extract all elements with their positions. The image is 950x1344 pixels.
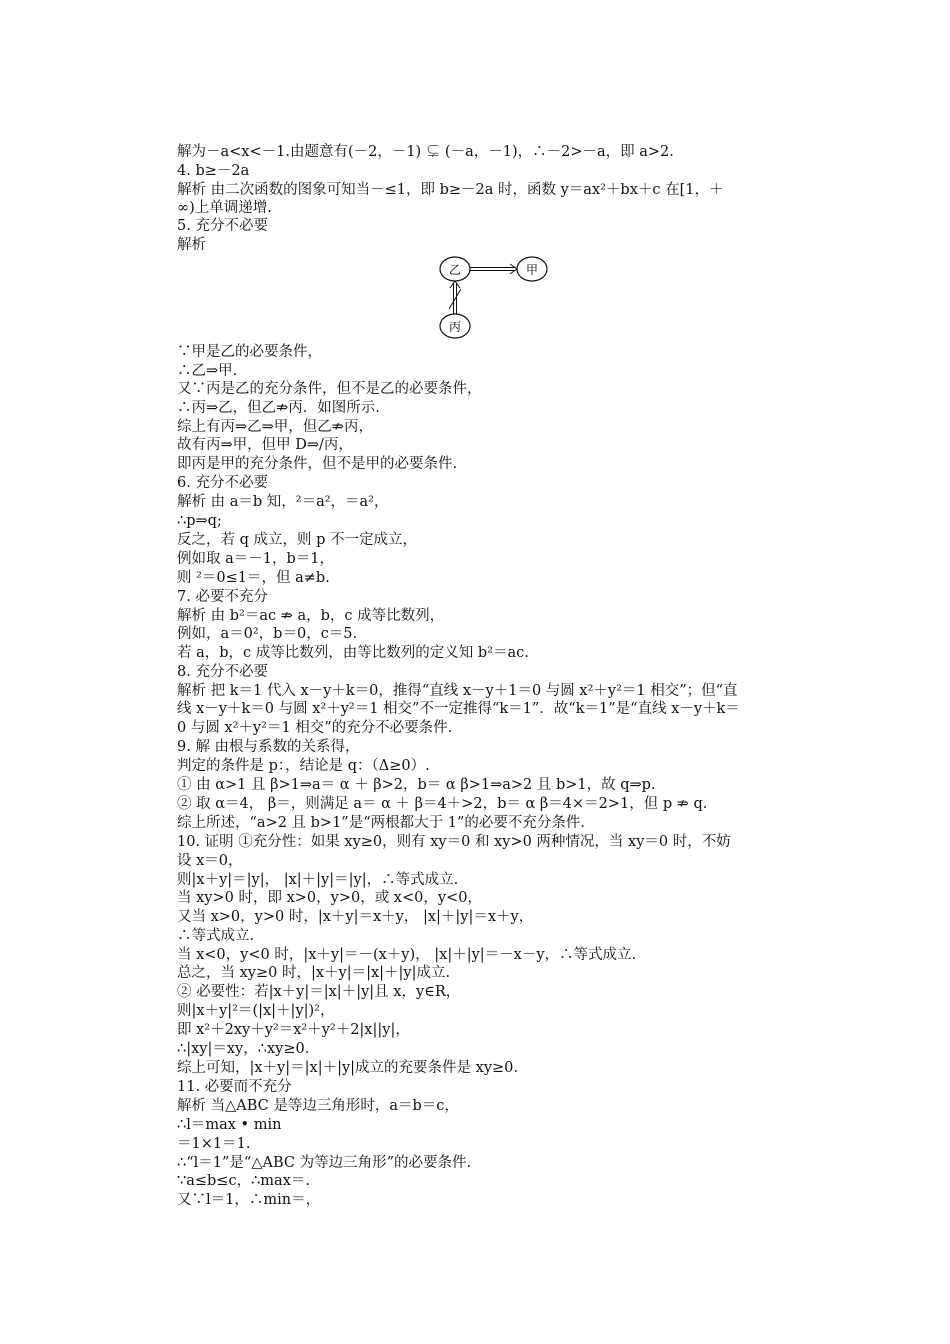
- condition-diagram: [432, 253, 552, 343]
- text-line: 又∵l＝1，∴min＝，: [177, 1192, 321, 1208]
- text-line: 解析: [177, 237, 206, 253]
- node-bing-label: 丙: [448, 320, 462, 334]
- text-line: ∞)上单调递增.: [177, 200, 272, 216]
- text-line: 若 a，b，c 成等比数列，由等比数列的定义知 b²＝ac.: [177, 645, 529, 661]
- text-line: 又∵丙是乙的充分条件，但不是乙的必要条件，: [177, 381, 482, 397]
- text-line: 即丙是甲的充分条件，但不是甲的必要条件.: [177, 456, 458, 472]
- text-line: 即 x²＋2xy＋y²＝x²＋y²＋2|x||y|，: [177, 1022, 410, 1038]
- text-line: 解析 由 b²＝ac ⇏ a，b，c 成等比数列，: [177, 608, 445, 624]
- text-line: 当 x<0，y<0 时，|x＋y|＝－(x＋y)， |x|＋|y|＝－x－y，∴等式成立.: [177, 947, 637, 963]
- text-line: 则|x＋y|²＝(|x|＋|y|)²，: [177, 1003, 335, 1019]
- text-line: 8. 充分不必要: [177, 664, 268, 680]
- arrow-yi-to-jia: [470, 264, 517, 274]
- text-line: 9. 解 由根与系数的关系得，: [177, 739, 360, 755]
- text-line: 故有丙⇒甲，但甲 D⇒/丙，: [177, 437, 353, 453]
- arrow-bing-to-yi: [449, 281, 461, 314]
- text-line: ② 取 α＝4， β＝，则满足 a＝ α ＋ β＝4＋>2，b＝ α β＝4×＝2>1，但 p ⇏ q.: [177, 796, 708, 812]
- text-line: 综上有丙⇒乙⇒甲，但乙⇏丙，: [177, 419, 373, 435]
- text-line: 解析 由 a＝b 知，²＝a²，＝a²，: [177, 494, 389, 510]
- text-line: ∴丙⇒乙，但乙⇏丙．如图所示.: [177, 400, 380, 416]
- node-jia-label: 甲: [525, 263, 539, 277]
- text-line: ∵甲是乙的必要条件，: [177, 344, 322, 360]
- text-line: 解析 当△ABC 是等边三角形时，a＝b＝c，: [177, 1098, 459, 1114]
- text-line: 综上可知，|x＋y|＝|x|＋|y|成立的充要条件是 xy≥0.: [177, 1060, 519, 1076]
- text-line: ∴p⇒q;: [177, 513, 222, 529]
- text-line: 又当 x>0，y>0 时，|x＋y|＝x＋y， |x|＋|y|＝x＋y，: [177, 909, 534, 925]
- text-line: 4. b≥－2a: [177, 163, 250, 179]
- text-line: ① 由 α>1 且 β>1⇒a＝ α ＋ β>2，b＝ α β>1⇒a>2 且 b>1，故 q⇒p.: [177, 777, 656, 793]
- text-line: 设 x＝0，: [177, 853, 243, 869]
- text-line: 例如，a＝0²，b＝0，c＝5.: [177, 626, 358, 642]
- text-line: 综上所述，“a>2 且 b>1”是“两根都大于 1”的必要不充分条件.: [177, 815, 585, 831]
- text-line: 解析 把 k＝1 代入 x－y＋k＝0，推得“直线 x－y＋1＝0 与圆 x²＋y²＝1 相交”；但“直: [177, 683, 738, 699]
- text-line: 例如取 a＝－1，b＝1，: [177, 551, 334, 567]
- text-line: 6. 充分不必要: [177, 475, 268, 491]
- text-line: 总之，当 xy≥0 时，|x＋y|＝|x|＋|y|成立.: [177, 965, 451, 981]
- text-line: 10. 证明 ①充分性：如果 xy≥0，则有 xy＝0 和 xy>0 两种情况，当 xy＝0 时，不妨: [177, 834, 731, 850]
- text-line: 当 xy>0 时，即 x>0，y>0，或 x<0，y<0，: [177, 890, 482, 906]
- text-line: ∴|xy|＝xy，∴xy≥0.: [177, 1041, 310, 1057]
- text-line: 5. 充分不必要: [177, 218, 268, 234]
- text-line: 7. 必要不充分: [177, 589, 268, 605]
- text-line: 判定的条件是 p：，结论是 q：（Δ≥0）.: [177, 758, 430, 774]
- text-line: ∴等式成立.: [177, 928, 255, 944]
- text-line: ∴“l＝1”是“△ABC 为等边三角形”的必要条件.: [177, 1155, 472, 1171]
- text-line: 0 与圆 x²＋y²＝1 相交”的充分不必要条件.: [177, 720, 453, 736]
- text-line: 则|x＋y|＝|y|， |x|＋|y|＝|y|，∴等式成立.: [177, 872, 459, 888]
- text-line: ∵a≤b≤c，∴max＝.: [177, 1173, 310, 1189]
- text-line: 解为－a<x<－1.由题意有(－2，－1) ⊊ (－a，－1)，∴－2>－a，即 a>2.: [177, 144, 674, 160]
- text-line: ＝1×1＝1.: [177, 1136, 251, 1152]
- text-line: ∴乙⇒甲.: [177, 363, 238, 379]
- text-line: 反之，若 q 成立，则 p 不一定成立，: [177, 532, 417, 548]
- text-line: 解析 由二次函数的图象可知当－≤1，即 b≥－2a 时，函数 y＝ax²＋bx＋c 在[1，＋: [177, 182, 724, 198]
- text-line: 11. 必要而不充分: [177, 1079, 292, 1095]
- text-line: ② 必要性：若|x＋y|＝|x|＋|y|且 x，y∈R，: [177, 984, 461, 1000]
- node-yi-label: 乙: [448, 263, 462, 277]
- text-line: ∴l＝max • min: [177, 1117, 282, 1133]
- text-line: 线 x－y＋k＝0 与圆 x²＋y²＝1 相交”不一定推得“k＝1”．故“k＝1”是“直线 x－y＋k＝: [177, 701, 740, 717]
- text-line: 则 ²＝0≤1＝，但 a≠b.: [177, 570, 330, 586]
